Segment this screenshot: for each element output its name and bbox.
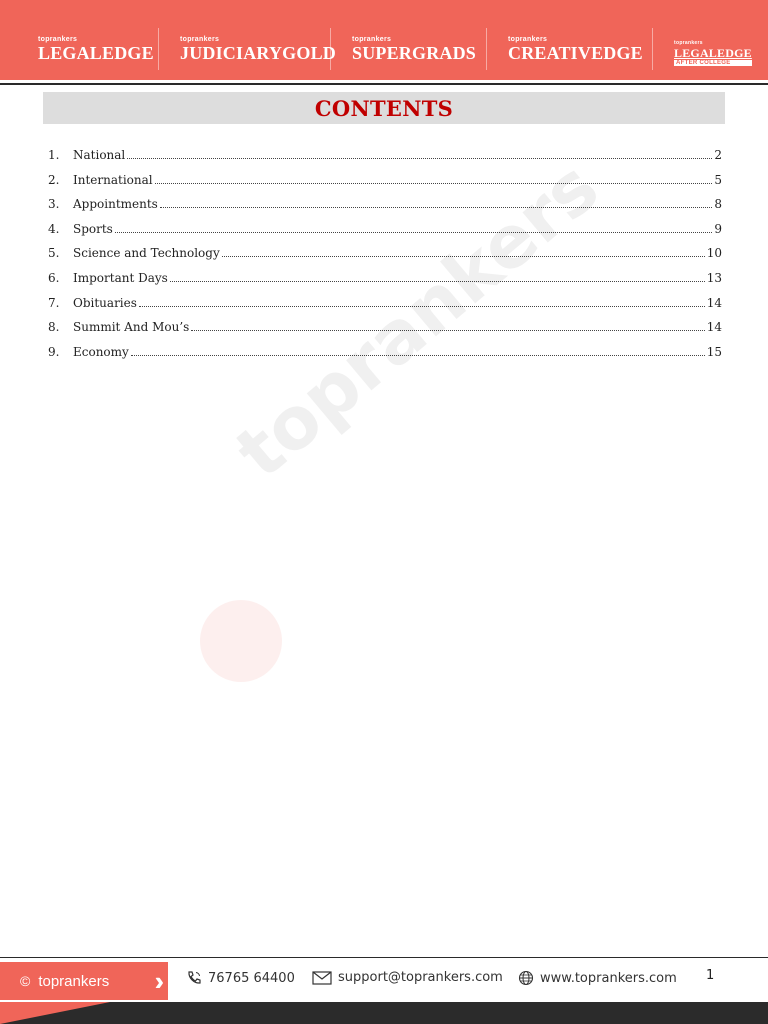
double-chevron-icon: ›› — [154, 966, 156, 996]
dot-leader — [160, 207, 713, 208]
toc-entry[interactable]: 7. Obituaries 14 — [48, 295, 722, 310]
watermark: toprankers — [220, 144, 615, 495]
dot-leader — [127, 158, 712, 159]
toc-entry[interactable]: 1. National 2 — [48, 148, 722, 162]
page-number: 1 — [706, 968, 715, 983]
copyright-icon: © — [20, 973, 31, 989]
footer-bar — [0, 1002, 768, 1024]
phone-icon — [186, 970, 202, 986]
footer-brand — [0, 962, 168, 1000]
footer-divider — [0, 957, 768, 958]
toc-entry[interactable]: 4. Sports 9 — [48, 221, 722, 236]
mail-icon — [312, 971, 332, 985]
header-band — [0, 0, 768, 80]
toc-entry[interactable]: 3. Appointments 8 — [48, 197, 722, 212]
footer-website[interactable]: www.toprankers.com — [518, 970, 677, 986]
footer-accent-wedge — [0, 1002, 110, 1024]
toc-entry[interactable]: 2. International 5 — [48, 172, 722, 187]
toc-entry[interactable]: 6. Important Days 13 — [48, 270, 722, 285]
footer-email[interactable]: support@toprankers.com — [312, 970, 503, 985]
brand-legaledge-after-college: toprankers LEGALEDGE AFTER COLLEGE — [674, 40, 752, 66]
toc-entry[interactable]: 9. Economy 15 — [48, 344, 722, 359]
brand-legaledge: toprankers LEGALEDGE — [38, 36, 154, 63]
globe-icon — [518, 970, 534, 986]
brand-separator — [330, 28, 331, 70]
brand-creativedge: toprankers CREATIVEDGE — [508, 36, 643, 63]
dot-leader — [115, 232, 713, 233]
header-divider — [0, 83, 768, 85]
toc-entry[interactable]: 8. Summit And Mou’s 14 — [48, 320, 722, 335]
watermark-logo-icon — [200, 600, 282, 682]
brand-separator — [652, 28, 653, 70]
brand-separator — [486, 28, 487, 70]
footer-phone: 76765 64400 — [186, 970, 295, 986]
brand-supergrads: toprankers SUPERGRADS — [352, 36, 477, 63]
dot-leader — [155, 183, 713, 184]
footer-brand-name: toprankers — [38, 972, 110, 990]
contents-title-bar — [43, 92, 725, 124]
brand-separator — [158, 28, 159, 70]
toc-entry[interactable]: 5. Science and Technology 10 — [48, 246, 722, 261]
brand-judiciarygold: toprankers JUDICIARYGOLD — [180, 36, 336, 63]
page-title: CONTENTS — [314, 95, 454, 121]
